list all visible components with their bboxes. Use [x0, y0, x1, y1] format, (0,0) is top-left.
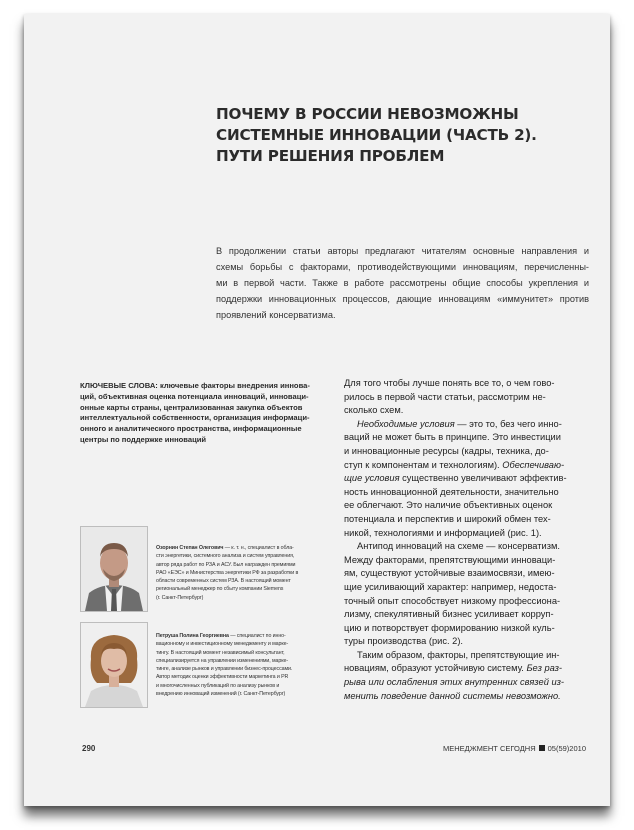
title-line: ПОЧЕМУ В РОССИИ НЕВОЗМОЖНЫ — [216, 105, 519, 123]
body-line: и инновационные ресурсы (кадры, техника, до- — [344, 445, 549, 456]
woman-portrait-icon — [81, 623, 147, 707]
author-photo-man — [80, 526, 148, 612]
lead-line: поддержки инновационных процессов, дающие инновациям «иммунитет» против — [216, 294, 589, 304]
body-line: менить поведение данной системы невозможно. — [344, 690, 561, 701]
body-line: Таким образом, факторы, препятствующие ин- — [357, 649, 560, 660]
author-name: Петруша Полина Георгиевна — [156, 633, 229, 639]
italic-term: Необходимые условия — [357, 418, 455, 429]
body-line: туры производства (рис. 2). — [344, 636, 464, 647]
keywords-line: интеллектуальной собственности, организация информаци- — [80, 413, 310, 423]
article-lead — [216, 243, 589, 323]
body-line: щие условия существенно увеличивают эффектив- — [344, 473, 567, 484]
title-line: СИСТЕМНЫЕ ИННОВАЦИИ (ЧАСТЬ 2). — [216, 126, 537, 144]
body-line: Необходимые условия — это то, без чего инно- — [357, 418, 562, 429]
author-name: Озорнин Степан Олегович — [156, 545, 224, 551]
body-line: ее облегчают. Это наличие объективных оценок — [344, 500, 553, 511]
author-bio-ozornin: Озорнин Степан Олегович — к. т. н., специалист в обла- сти энергетики, системного анализа и систем управления, автор ряда работ по РЗА и АСУ. Был награжден премиями РАО «ЕЭС» и Министерства энергетики РФ за разработки в области современных систем РЗА. В настоящий момент региональный менеджер по сбыту компании Siemens (г. Санкт-Петербург) — [156, 545, 299, 601]
keywords-block — [80, 381, 342, 446]
author-photo-woman — [80, 622, 148, 708]
body-line: ступ к компонентам и технологиям). Обеспечиваю- — [344, 459, 565, 470]
body-line: цию и потворствует формированию низкой куль- — [344, 622, 555, 633]
article-title — [216, 104, 576, 167]
body-line: сколько схем. — [344, 405, 404, 416]
body-line: рыва или ослабления этих внутренних связей из- — [344, 677, 565, 688]
body-line: новациям, образуют устойчивую систему. Без раз- — [344, 663, 563, 674]
body-line: Для того чтобы лучше понять все то, о чем гово- — [344, 378, 555, 388]
keywords-line: КЛЮЧЕВЫЕ СЛОВА: ключевые факторы внедрения иннова- — [80, 381, 310, 390]
keywords-line: онного и аналитического пространства, информационные — [80, 424, 302, 434]
body-line: точный опыт способствует низкому профессиона- — [344, 595, 561, 606]
body-line: никой, технологиями и информацией (рис. 1). — [344, 527, 542, 538]
keywords-line: центры по поддержке инноваций — [80, 434, 207, 444]
lead-line: В продолжении статьи авторы предлагают читателям основные направления и — [216, 246, 589, 256]
body-line: лизму, спекулятивный бизнес усиливает корруп- — [344, 609, 554, 620]
italic-term: Без раз- — [526, 663, 563, 674]
body-line: Между факторами, препятствующими инноваци- — [344, 554, 556, 565]
keywords-line: ций, объективная оценка потенциала инноваций, инноваци- — [80, 391, 309, 401]
man-portrait-icon — [81, 527, 147, 611]
author-bio-petrusha: Петруша Полина Георгиевна — специалист по инно- вационному и инвестиционному менеджменту и марке- тингу. В настоящий момент независимый консультант, специализируется на управлении изменениями, марке- тинге, анализе рынков и управлении бизнес-процессами. Автор методик оценки эффективности маркетинга и PR и многочисленных публикаций по анализу рынков и внедрению инноваций изменений (г. Санкт-Петербург) — [156, 633, 293, 698]
page-number: 290 — [82, 744, 96, 753]
body-line: ваций не может быть в принципе. Это инвестиции — [344, 432, 561, 443]
body-line: рилось в первой части статьи, рассмотрим не- — [344, 391, 546, 402]
title-line: ПУТИ РЕШЕНИЯ ПРОБЛЕМ — [216, 147, 445, 165]
body-line: ям, существуют устойчивые взаимосвязи, имею- — [344, 568, 555, 579]
square-separator-icon — [539, 745, 545, 751]
keywords-line: онные карты страны, централизованная закупка объектов — [80, 402, 303, 412]
body-line: ность инновационной деятельности, значительно — [344, 486, 559, 497]
body-line: щие усиливающий характер: например, недоста- — [344, 581, 557, 592]
body-line: потенциала и перспектив и широкий обмен тех- — [344, 513, 551, 524]
lead-line: схемы борьбы с факторами, противодействующими инновациям, перечисленны- — [216, 262, 589, 272]
lead-line: проявлений консерватизма. — [216, 310, 336, 320]
issue-number: 05(59)2010 — [547, 744, 586, 753]
lead-line: ми в первой части. Также в работе рассмотрены общие способы укрепления и — [216, 278, 589, 288]
article-body — [344, 377, 586, 703]
italic-term: щие условия — [344, 473, 400, 484]
italic-term: Обеспечиваю- — [502, 459, 565, 470]
journal-footer — [443, 744, 586, 753]
body-line: Антипод инноваций на схеме — консерватизм. — [357, 541, 560, 552]
journal-name: МЕНЕДЖМЕНТ СЕГОДНЯ — [442, 744, 536, 753]
